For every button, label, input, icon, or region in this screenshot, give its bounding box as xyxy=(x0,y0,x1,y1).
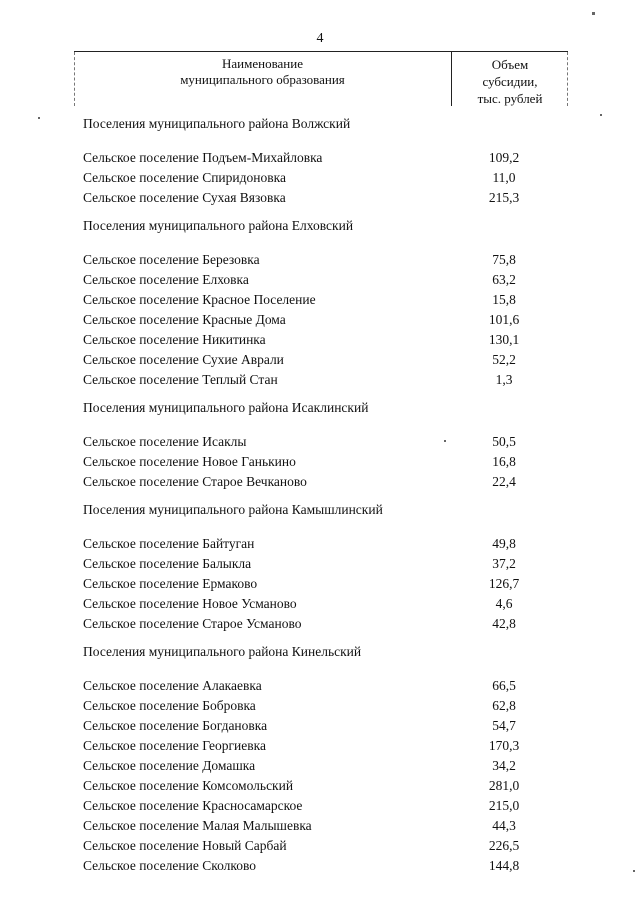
scan-speck xyxy=(633,870,635,872)
table-row xyxy=(83,310,543,330)
subsidy-value: 215,3 xyxy=(488,190,520,205)
scan-speck xyxy=(38,117,40,119)
subsidy-value: 109,2 xyxy=(488,150,520,165)
header-name-column xyxy=(74,56,451,88)
table-row xyxy=(83,574,543,594)
table-row xyxy=(83,856,543,876)
table-row xyxy=(83,270,543,290)
table-row xyxy=(83,696,543,716)
settlement-name: Сельское поселение Новое Усманово xyxy=(83,596,297,611)
group-title: Поселения муниципального района Волжский xyxy=(83,116,351,131)
subsidy-value: 49,8 xyxy=(492,536,516,551)
settlement-name: Сельское поселение Богдановка xyxy=(83,718,268,733)
settlement-name: Сельское поселение Ермаково xyxy=(83,576,258,591)
subsidy-value: 11,0 xyxy=(492,170,516,185)
table-row xyxy=(83,330,543,350)
subsidy-value: 4,6 xyxy=(495,596,513,611)
subsidy-value: 50,5 xyxy=(492,434,516,449)
settlement-name: Сельское поселение Малая Малышевка xyxy=(83,818,312,833)
settlement-name: Сельское поселение Старое Вечканово xyxy=(83,474,307,489)
group-rows xyxy=(83,250,543,390)
subsidy-value: 15,8 xyxy=(492,292,516,307)
subsidy-value: 42,8 xyxy=(492,616,516,631)
subsidy-value: 52,2 xyxy=(492,352,516,367)
table-row xyxy=(83,594,543,614)
group-rows xyxy=(83,534,543,634)
group-title: Поселения муниципального района Исаклинский xyxy=(83,400,369,415)
header-volume-column xyxy=(452,56,568,107)
table-row xyxy=(83,350,543,370)
table-row xyxy=(83,554,543,574)
header-volume-line2: субсидии, xyxy=(482,74,538,89)
settlement-name: Сельское поселение Комсомольский xyxy=(83,778,294,793)
table-row xyxy=(83,816,543,836)
table-row xyxy=(83,796,543,816)
settlement-name: Сельское поселение Исаклы xyxy=(83,434,247,449)
subsidy-value: 16,8 xyxy=(492,454,516,469)
table-row xyxy=(83,716,543,736)
settlement-name: Сельское поселение Бобровка xyxy=(83,698,256,713)
group-title: Поселения муниципального района Камышлинский xyxy=(83,502,383,517)
subsidy-value: 226,5 xyxy=(488,838,520,853)
table-row xyxy=(83,188,543,208)
subsidy-value: 281,0 xyxy=(488,778,520,793)
subsidy-value: 37,2 xyxy=(492,556,516,571)
subsidy-value: 34,2 xyxy=(492,758,516,773)
group-rows xyxy=(83,432,543,492)
table-row xyxy=(83,168,543,188)
settlement-name: Сельское поселение Сухая Вязовка xyxy=(83,190,286,205)
settlement-name: Сельское поселение Георгиевка xyxy=(83,738,266,753)
header-volume-line3: тыс. рублей xyxy=(477,91,543,106)
settlement-name: Сельское поселение Сколково xyxy=(83,858,257,873)
table-row xyxy=(83,776,543,796)
table-row xyxy=(83,472,543,492)
table-row xyxy=(83,250,543,270)
table-header xyxy=(74,51,568,106)
table-row xyxy=(83,676,543,696)
table-row xyxy=(83,756,543,776)
header-name-line1: Наименование xyxy=(222,56,303,71)
settlement-name: Сельское поселение Сухие Аврали xyxy=(83,352,284,367)
settlement-name: Сельское поселение Балыкла xyxy=(83,556,252,571)
settlement-name: Сельское поселение Елховка xyxy=(83,272,249,287)
table-row xyxy=(83,290,543,310)
settlement-name: Сельское поселение Красносамарское xyxy=(83,798,303,813)
scan-speck xyxy=(444,440,446,442)
table-row xyxy=(83,370,543,390)
subsidy-value: 54,7 xyxy=(492,718,516,733)
group-rows xyxy=(83,676,543,876)
table-row xyxy=(83,614,543,634)
group-rows xyxy=(83,148,543,208)
settlement-name: Сельское поселение Старое Усманово xyxy=(83,616,302,631)
table-row xyxy=(83,432,543,452)
settlement-name: Сельское поселение Спиридоновка xyxy=(83,170,286,185)
table-row xyxy=(83,736,543,756)
settlement-name: Сельское поселение Алакаевка xyxy=(83,678,262,693)
group-title: Поселения муниципального района Кинельский xyxy=(83,644,362,659)
table-row xyxy=(83,836,543,856)
settlement-name: Сельское поселение Байтуган xyxy=(83,536,255,551)
subsidy-value: 44,3 xyxy=(492,818,516,833)
settlement-name: Сельское поселение Теплый Стан xyxy=(83,372,278,387)
subsidy-value: 130,1 xyxy=(488,332,520,347)
scan-speck xyxy=(600,114,602,116)
table-row xyxy=(83,452,543,472)
table-row xyxy=(83,534,543,554)
subsidy-value: 1,3 xyxy=(495,372,513,387)
settlement-name: Сельское поселение Красное Поселение xyxy=(83,292,316,307)
subsidy-value: 126,7 xyxy=(488,576,520,591)
subsidy-value: 170,3 xyxy=(488,738,520,753)
header-volume-line1: Объем xyxy=(491,57,529,72)
settlement-name: Сельское поселение Подъем-Михайловка xyxy=(83,150,323,165)
group-title: Поселения муниципального района Елховский xyxy=(83,218,354,233)
subsidy-value: 63,2 xyxy=(492,272,516,287)
subsidy-value: 75,8 xyxy=(492,252,516,267)
settlement-name: Сельское поселение Домашка xyxy=(83,758,256,773)
subsidy-value: 144,8 xyxy=(488,858,520,873)
settlement-name: Сельское поселение Красные Дома xyxy=(83,312,286,327)
subsidy-value: 101,6 xyxy=(488,312,520,327)
subsidy-value: 62,8 xyxy=(492,698,516,713)
table-row xyxy=(83,148,543,168)
settlement-name: Сельское поселение Березовка xyxy=(83,252,260,267)
settlement-name: Сельское поселение Никитинка xyxy=(83,332,266,347)
subsidy-value: 215,0 xyxy=(488,798,520,813)
subsidy-value: 22,4 xyxy=(492,474,516,489)
subsidy-value: 66,5 xyxy=(492,678,516,693)
settlement-name: Сельское поселение Новый Сарбай xyxy=(83,838,287,853)
page-number: 4 xyxy=(316,31,324,46)
subsidy-list xyxy=(83,114,543,884)
header-name-line2: муниципального образования xyxy=(180,72,345,87)
scan-speck xyxy=(592,12,595,15)
settlement-name: Сельское поселение Новое Ганькино xyxy=(83,454,296,469)
